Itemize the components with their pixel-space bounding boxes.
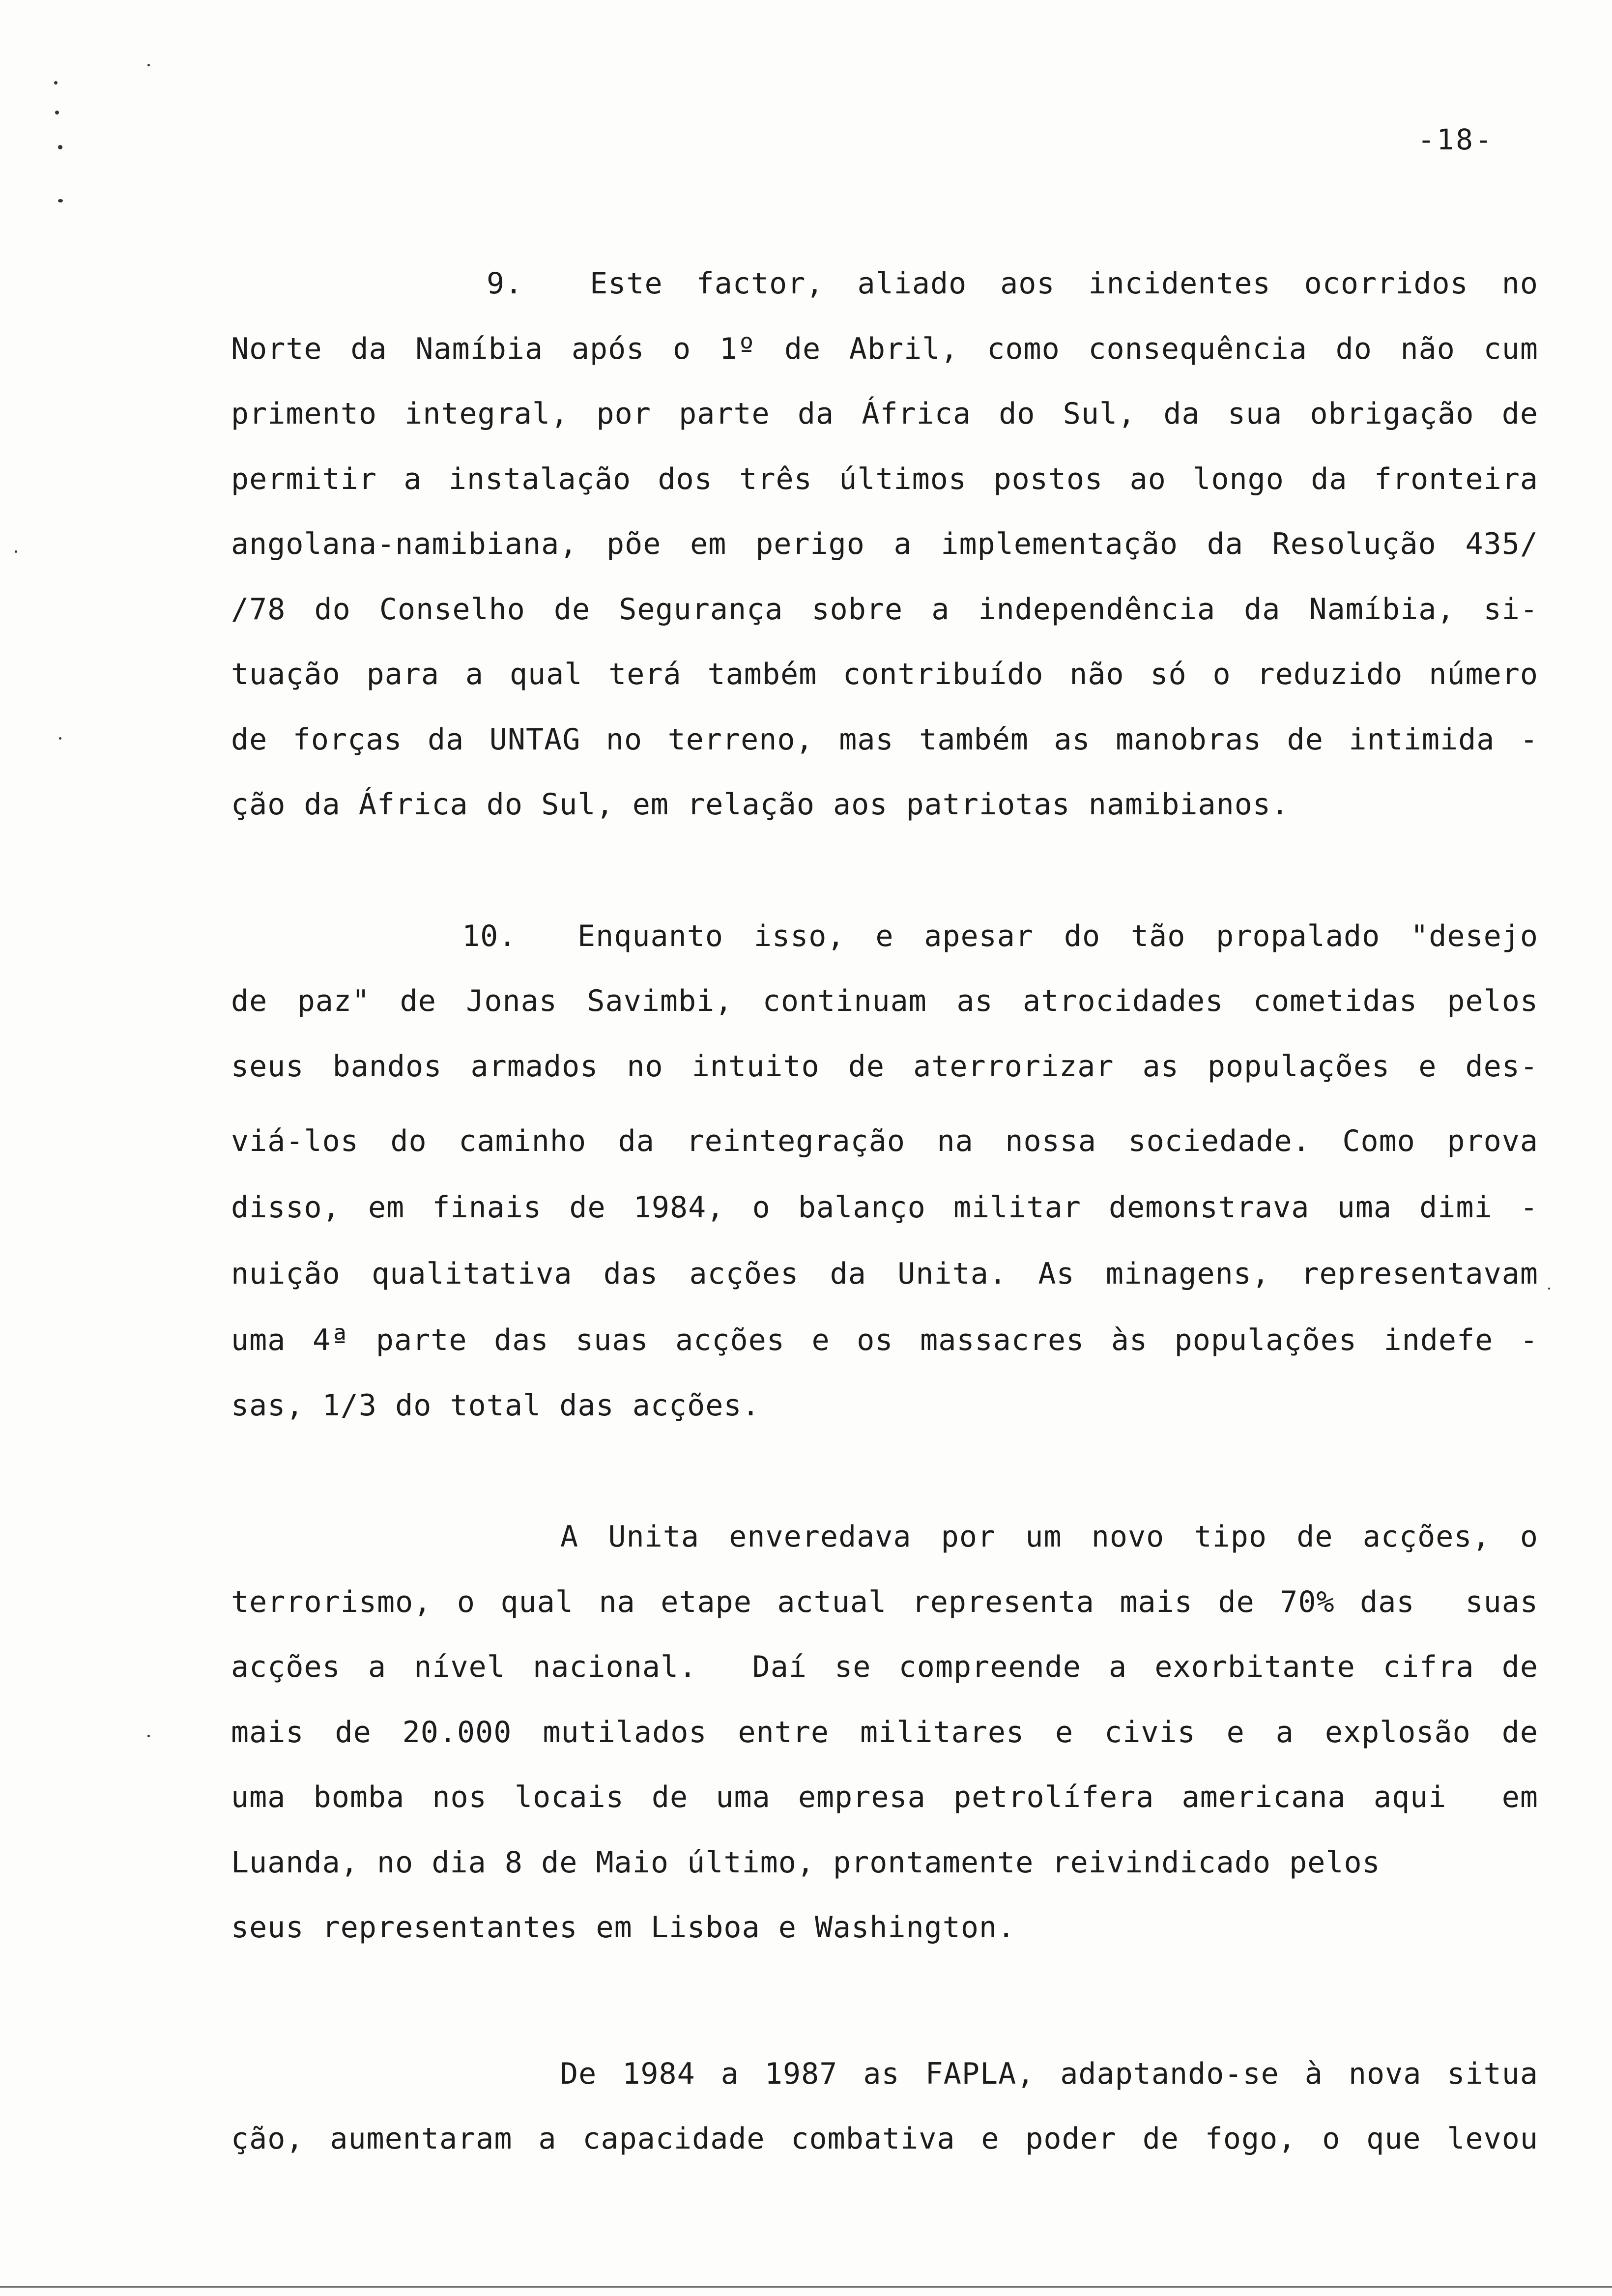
text-line: de forças da UNTAG no terreno, mas também as manobras de intimida -	[231, 722, 1538, 757]
text-line: viá-los do caminho da reintegração na nossa sociedade. Como prova	[231, 1124, 1538, 1158]
text-line: nuição qualitativa das acções da Unita. As minagens, representavam	[231, 1257, 1538, 1291]
text-line: uma bomba nos locais de uma empresa petrolífera americana aqui em	[231, 1780, 1538, 1814]
scan-speck	[58, 145, 62, 149]
text-line: mais de 20.000 mutilados entre militares e civis e a explosão de	[231, 1715, 1538, 1750]
scan-speck	[147, 64, 150, 66]
text-line: tuação para a qual terá também contribuído não só o reduzido número	[231, 657, 1538, 691]
text-line: De 1984 a 1987 as FAPLA, adaptando-se à nova situa	[560, 2057, 1538, 2091]
text-line: Luanda, no dia 8 de Maio último, prontamente reivindicado pelos	[231, 1845, 1381, 1880]
text-line: acções a nível nacional. Daí se compreende a exorbitante cifra de	[231, 1650, 1538, 1684]
text-line: 9. Este factor, aliado aos incidentes ocorridos no	[487, 266, 1538, 301]
scan-speck	[15, 550, 17, 553]
text-line: uma 4ª parte das suas acções e os massacres às populações indefe -	[231, 1323, 1538, 1357]
scan-speck	[54, 81, 58, 85]
text-line: de paz" de Jonas Savimbi, continuam as atrocidades cometidas pelos	[231, 984, 1538, 1018]
text-line: angolana-namibiana, põe em perigo a implementação da Resolução 435/	[231, 527, 1538, 561]
scan-speck	[55, 111, 59, 115]
text-line: A Unita enveredava por um novo tipo de acções, o	[560, 1520, 1538, 1554]
text-line: /78 do Conselho de Segurança sobre a independência da Namíbia, si-	[231, 592, 1538, 627]
text-line: sas, 1/3 do total das acções.	[231, 1388, 760, 1423]
text-line: seus bandos armados no intuito de aterrorizar as populações e des-	[231, 1049, 1538, 1084]
text-line: ção da África do Sul, em relação aos patriotas namibianos.	[231, 787, 1290, 822]
text-line: terrorismo, o qual na etape actual representa mais de 70% das suas	[231, 1585, 1538, 1619]
scan-speck	[58, 199, 63, 202]
text-line: 10. Enquanto isso, e apesar do tão propalado "desejo	[462, 919, 1538, 953]
text-line: disso, em finais de 1984, o balanço militar demonstrava uma dimi -	[231, 1190, 1538, 1225]
text-line: Norte da Namíbia após o 1º de Abril, como consequência do não cum	[231, 332, 1538, 366]
page-number: -18-	[1417, 123, 1494, 156]
text-line: seus representantes em Lisboa e Washington.	[231, 1910, 1016, 1945]
text-line: permitir a instalação dos três últimos postos ao longo da fronteira	[231, 462, 1538, 496]
scan-speck	[1548, 1288, 1550, 1290]
text-line: ção, aumentaram a capacidade combativa e poder de fogo, o que levou	[231, 2122, 1538, 2156]
text-line: primento integral, por parte da África do Sul, da sua obrigação de	[231, 397, 1538, 431]
scan-speck	[147, 1735, 150, 1737]
scan-speck	[59, 737, 61, 740]
page-bottom-edge	[0, 2286, 1612, 2288]
